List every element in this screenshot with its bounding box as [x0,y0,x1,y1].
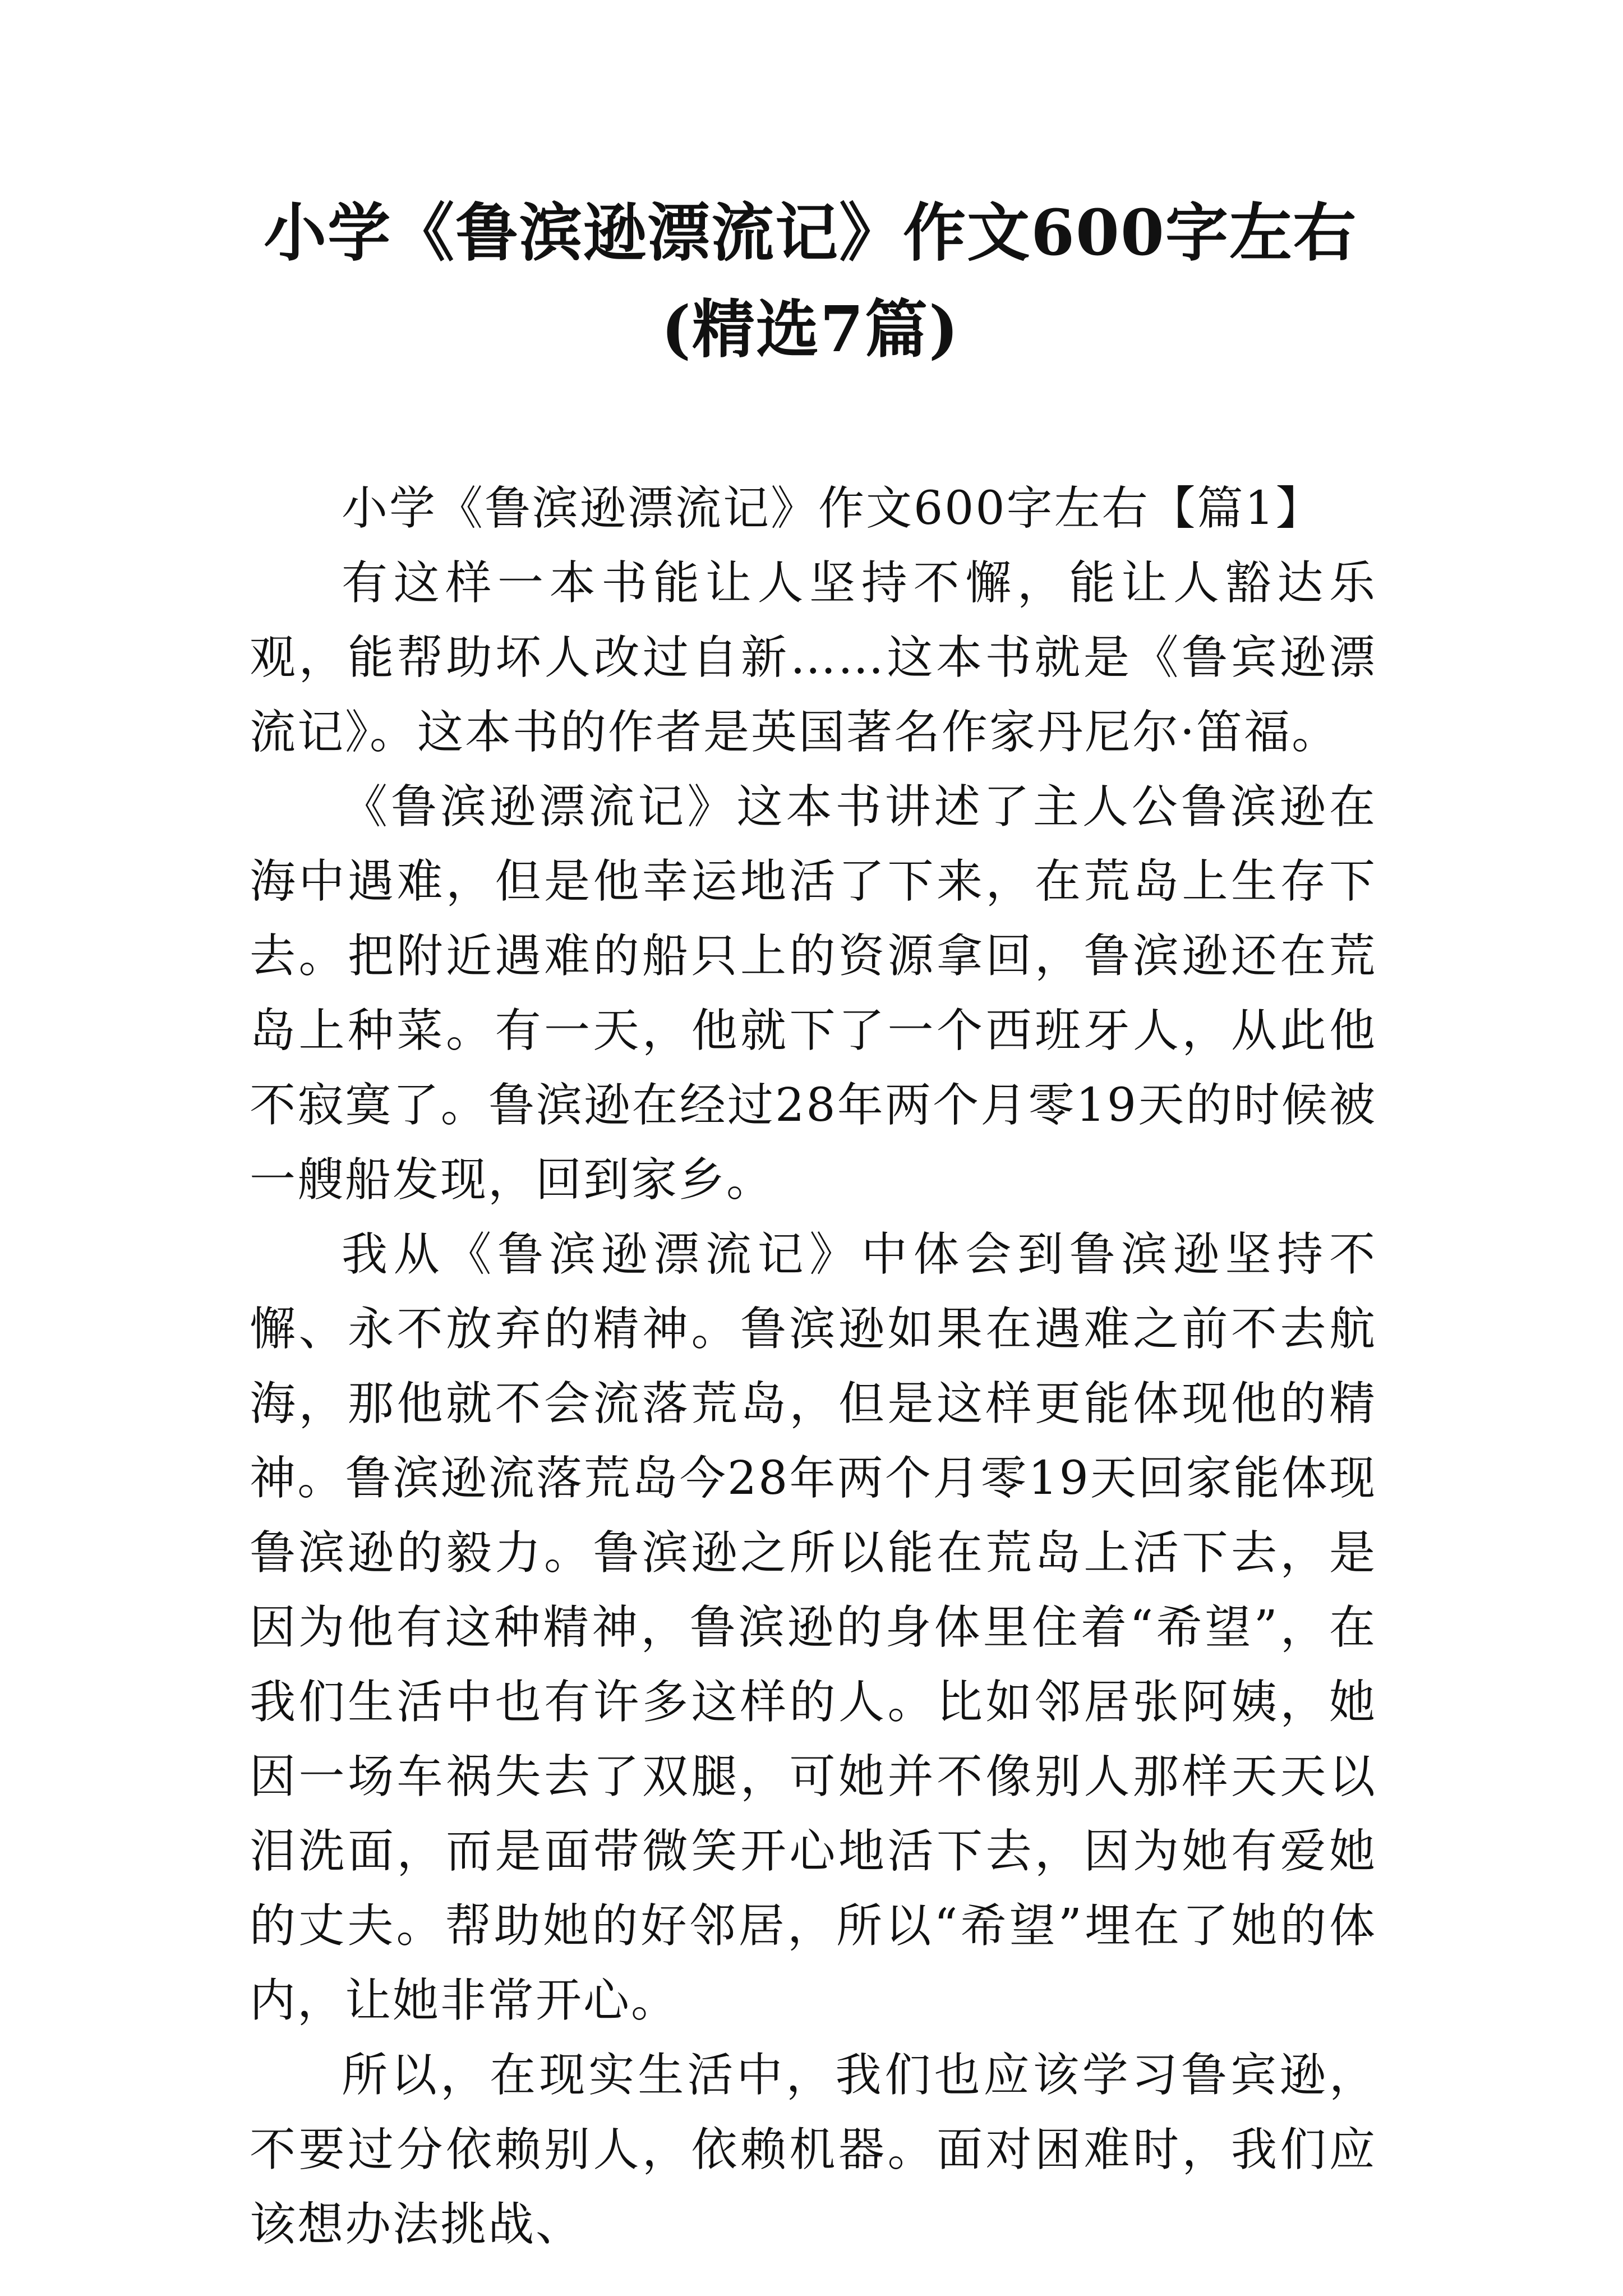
paragraph: 《鲁滨逊漂流记》这本书讲述了主人公鲁滨逊在海中遇难，但是他幸运地活了下来，在荒岛上生存下去。把附近遇难的船只上的资源拿回，鲁滨逊还在荒岛上种菜。有一天，他就下了一个西班牙人，从此他不寂寞了。鲁滨逊在经过28年两个月零19天的时候被一艘船发现，回到家乡。 [250,780,1377,1207]
document-body [250,471,1377,2262]
paragraph: 我从《鲁滨逊漂流记》中体会到鲁滨逊坚持不懈、永不放弃的精神。鲁滨逊如果在遇难之前不去航海，那他就不会流落荒岛，但是这样更能体现他的精神。鲁滨逊流落荒岛今28年两个月零19天回家能体现鲁滨逊的毅力。鲁滨逊之所以能在荒岛上活下去，是因为他有这种精神，鲁滨逊的身体里住着“希望”，在我们生活中也有许多这样的人。比如邻居张阿姨，她因一场车祸失去了双腿，可她并不像别人那样天天以泪洗面，而是面带微笑开心地活下去，因为她有爱她的丈夫。帮助她的好邻居，所以“希望”埋在了她的体内，让她非常开心。 [250,1228,1377,2027]
section-heading: 小学《鲁滨逊漂流记》作文600字左右【篇1】 [342,482,1324,535]
paragraph: 有这样一本书能让人坚持不懈，能让人豁达乐观，能帮助坏人改过自新……这本书就是《鲁宾逊漂流记》。这本书的作者是英国著名作家丹尼尔·笛福。 [250,556,1377,759]
document-title: 小学《鲁滨逊漂流记》作文600字左右(精选7篇) [264,196,1357,366]
paragraph: 所以，在现实生活中，我们也应该学习鲁宾逊，不要过分依赖别人，依赖机器。面对困难时，我们应该想办法挑战、 [250,2049,1377,2251]
